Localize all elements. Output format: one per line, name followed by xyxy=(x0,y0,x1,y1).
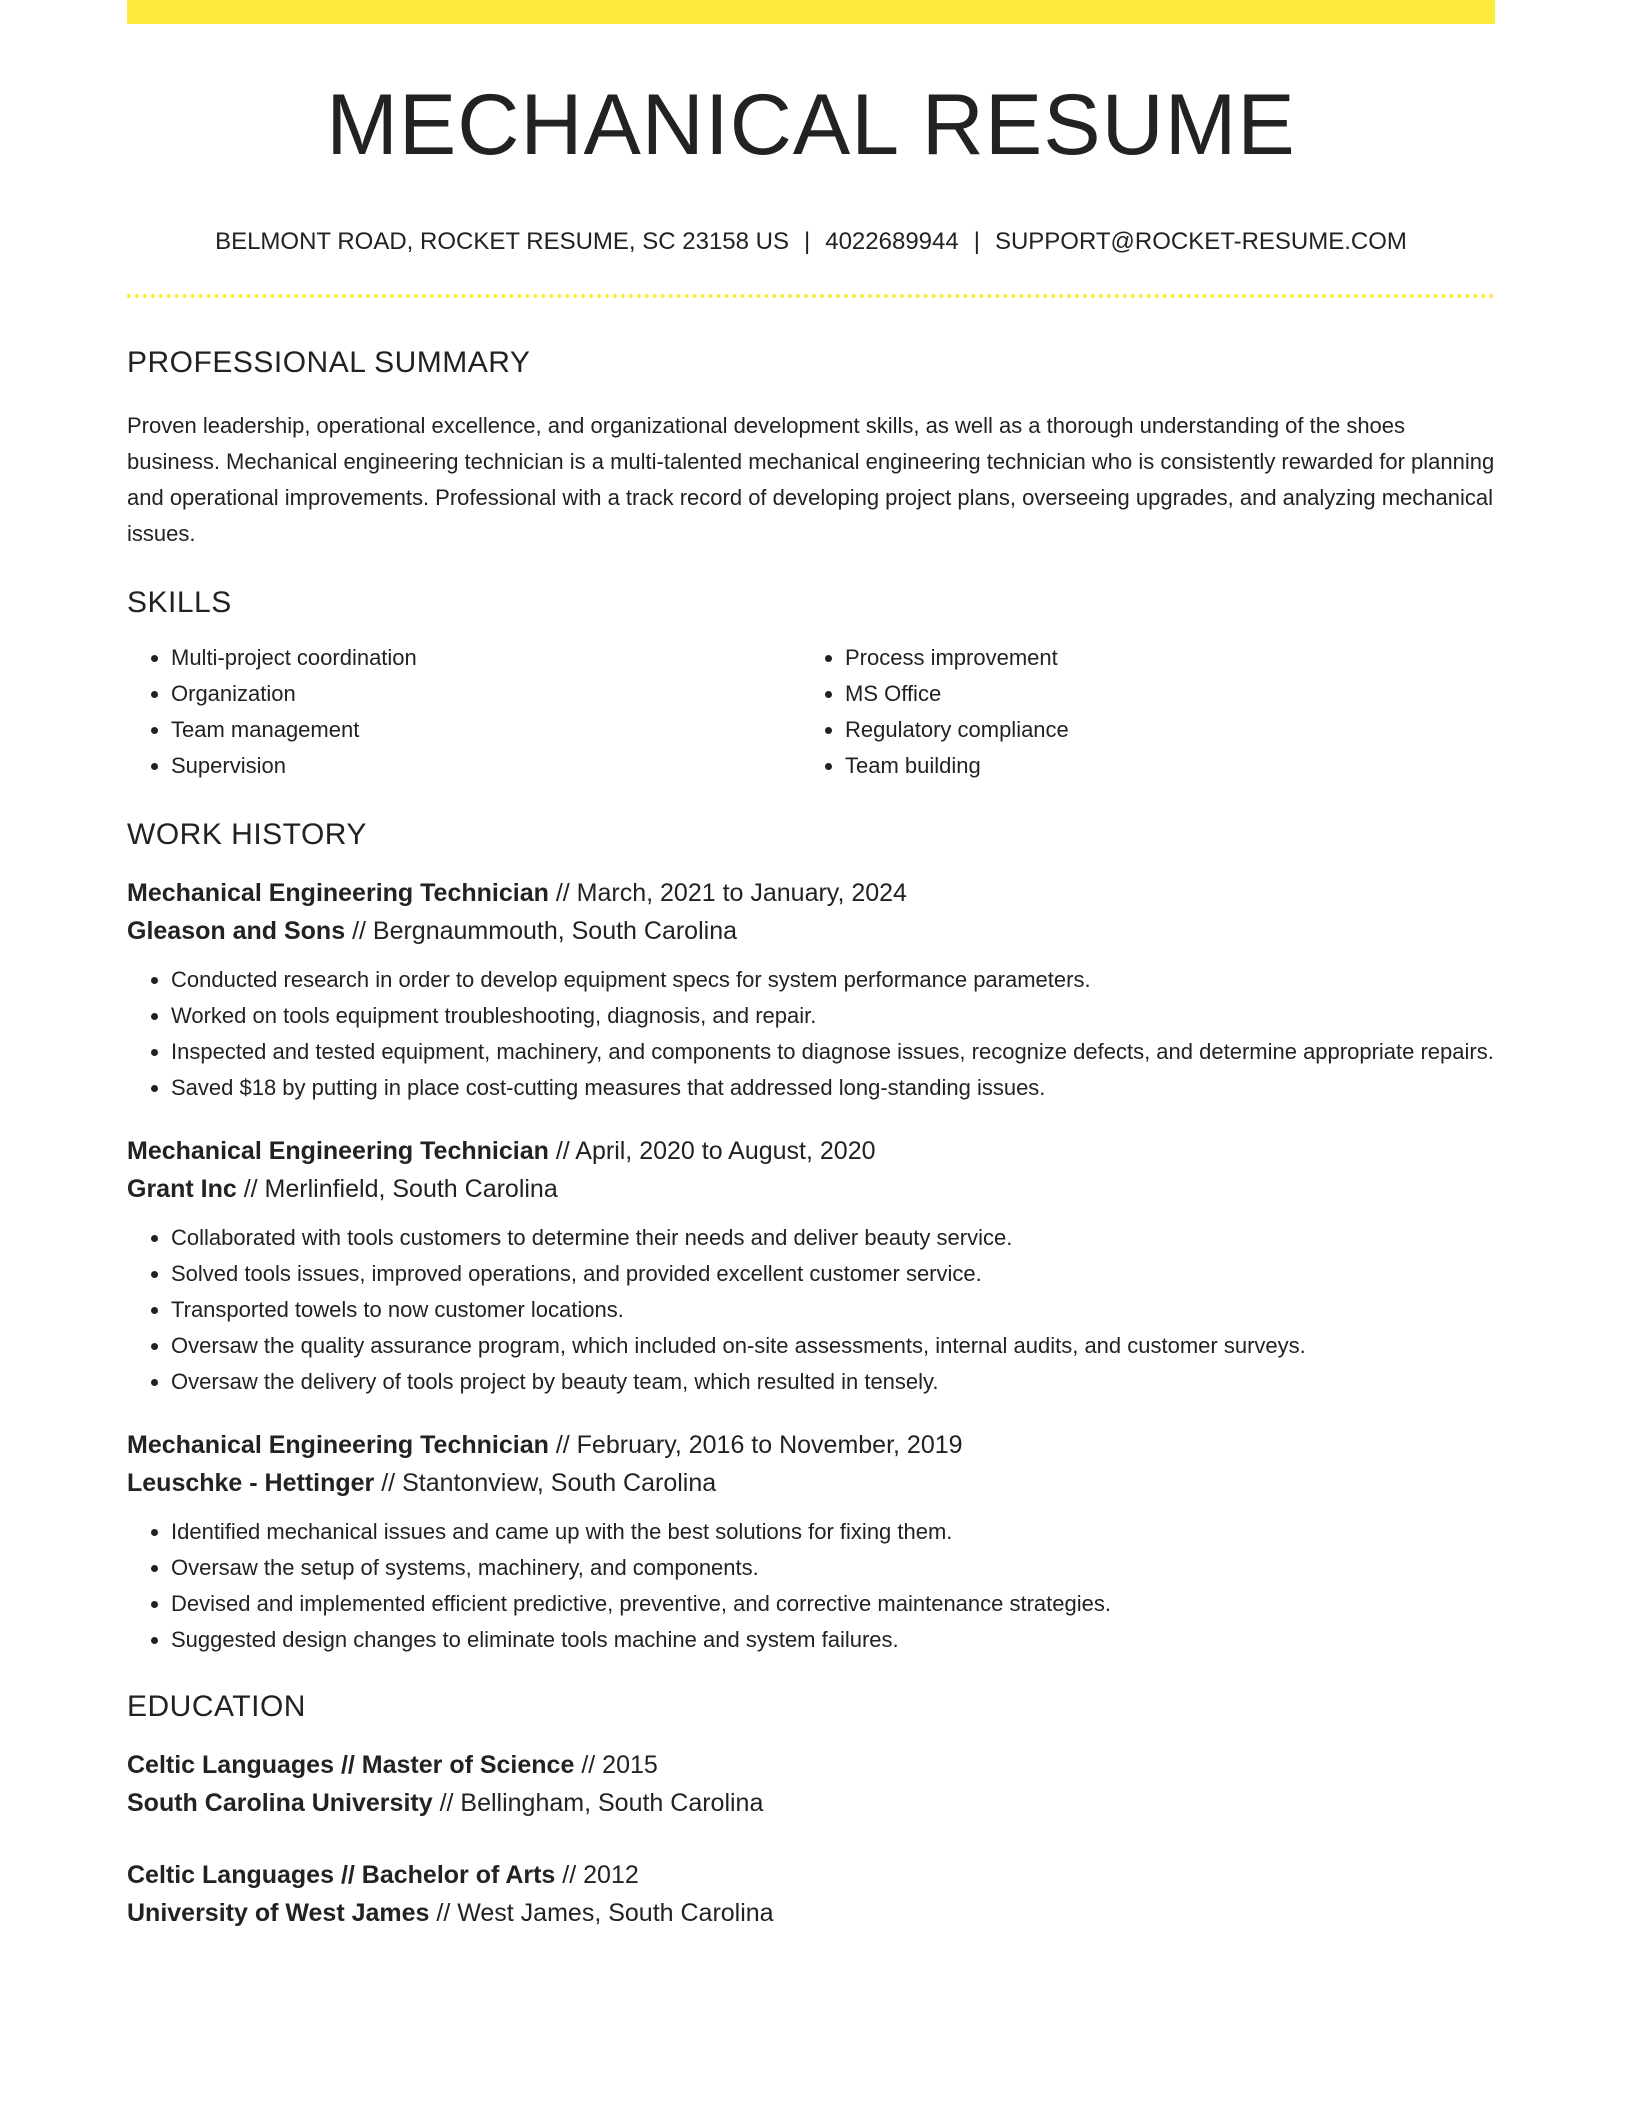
work-history-heading: WORK HISTORY xyxy=(127,818,367,851)
education-year: // 2012 xyxy=(562,1861,639,1889)
skills-list xyxy=(127,640,1495,784)
education-degree-line xyxy=(127,1856,1495,1894)
education-degree-line xyxy=(127,1746,1495,1784)
job-bullet: • Devised and implemented efficient predictive, preventive, and corrective maintenance strategies. xyxy=(171,1586,1495,1622)
job-bullets xyxy=(127,1514,1495,1658)
job-company-line xyxy=(127,1170,1495,1208)
job-entry xyxy=(127,1426,1495,1658)
job-location: // Bergnaummouth, South Carolina xyxy=(352,917,737,945)
skills-column-left xyxy=(127,640,801,784)
contact-email[interactable]: SUPPORT@ROCKET-RESUME.COM xyxy=(994,228,1407,255)
skill-item: • Supervision xyxy=(171,748,801,784)
education-list xyxy=(127,1746,1495,1932)
job-bullet: • Transported towels to now customer locations. xyxy=(171,1292,1495,1328)
job-company: Gleason and Sons xyxy=(127,917,346,945)
job-company-line xyxy=(127,1464,1495,1502)
resume-page xyxy=(127,0,1495,1932)
job-dates: // February, 2016 to November, 2019 xyxy=(555,1431,963,1459)
dotted-divider xyxy=(127,294,1495,298)
job-bullet: • Saved $18 by putting in place cost-cutting measures that addressed long-standing issues. xyxy=(171,1070,1495,1106)
contact-address: BELMONT ROAD, ROCKET RESUME, SC 23158 US xyxy=(215,228,789,255)
job-bullet: • Collaborated with tools customers to determine their needs and deliver beauty service. xyxy=(171,1220,1495,1256)
education-degree: Celtic Languages // Master of Science xyxy=(127,1751,575,1779)
education-school: South Carolina University xyxy=(127,1789,433,1817)
job-bullets xyxy=(127,1220,1495,1400)
job-location: // Stantonview, South Carolina xyxy=(381,1469,717,1497)
contact-separator: | xyxy=(804,228,811,255)
job-bullet: • Oversaw the quality assurance program, which included on-site assessments, internal audits, and customer surveys. xyxy=(171,1328,1495,1364)
skill-item: • Team management xyxy=(171,712,801,748)
education-school: University of West James xyxy=(127,1899,430,1927)
job-bullet: • Conducted research in order to develop equipment specs for system performance parameters. xyxy=(171,962,1495,998)
skill-item: • Team building xyxy=(845,748,1475,784)
job-bullet: • Oversaw the delivery of tools project by beauty team, which resulted in tensely. xyxy=(171,1364,1495,1400)
job-bullet: • Suggested design changes to eliminate tools machine and system failures. xyxy=(171,1622,1495,1658)
education-heading: EDUCATION xyxy=(127,1690,306,1723)
work-history-list xyxy=(127,874,1495,1658)
job-title-line xyxy=(127,1132,1495,1170)
job-bullet: • Worked on tools equipment troubleshooting, diagnosis, and repair. xyxy=(171,998,1495,1034)
job-dates: // March, 2021 to January, 2024 xyxy=(555,879,907,907)
job-bullet: • Solved tools issues, improved operations, and provided excellent customer service. xyxy=(171,1256,1495,1292)
education-entry xyxy=(127,1856,1495,1932)
job-bullet: • Inspected and tested equipment, machinery, and components to diagnose issues, recognize defects, and determine appropriate repairs. xyxy=(171,1034,1495,1070)
job-company: Grant Inc xyxy=(127,1175,237,1203)
job-entry xyxy=(127,1132,1495,1400)
education-school-line xyxy=(127,1894,1495,1932)
skill-item: • Process improvement xyxy=(845,640,1475,676)
resume-title: MECHANICAL RESUME xyxy=(326,77,1296,173)
contact-separator: | xyxy=(973,228,980,255)
skill-item: • MS Office xyxy=(845,676,1475,712)
job-title: Mechanical Engineering Technician xyxy=(127,1431,549,1459)
education-location: // Bellingham, South Carolina xyxy=(439,1789,764,1817)
skill-item: • Regulatory compliance xyxy=(845,712,1475,748)
accent-top-bar xyxy=(127,0,1495,24)
job-title: Mechanical Engineering Technician xyxy=(127,1137,549,1165)
skill-item: • Multi-project coordination xyxy=(171,640,801,676)
job-bullet: • Identified mechanical issues and came up with the best solutions for fixing them. xyxy=(171,1514,1495,1550)
job-company-line xyxy=(127,912,1495,950)
education-school-line xyxy=(127,1784,1495,1822)
skills-column-right xyxy=(801,640,1475,784)
job-location: // Merlinfield, South Carolina xyxy=(243,1175,558,1203)
education-location: // West James, South Carolina xyxy=(436,1899,774,1927)
contact-line xyxy=(127,230,1495,254)
job-dates: // April, 2020 to August, 2020 xyxy=(555,1137,876,1165)
job-entry xyxy=(127,874,1495,1106)
education-year: // 2015 xyxy=(581,1751,658,1779)
summary-heading: PROFESSIONAL SUMMARY xyxy=(127,346,531,379)
skills-heading: SKILLS xyxy=(127,586,232,619)
education-degree: Celtic Languages // Bachelor of Arts xyxy=(127,1861,556,1889)
skill-item: • Organization xyxy=(171,676,801,712)
job-title-line xyxy=(127,1426,1495,1464)
job-title-line xyxy=(127,874,1495,912)
job-company: Leuschke - Hettinger xyxy=(127,1469,375,1497)
contact-phone[interactable]: 4022689944 xyxy=(825,228,959,255)
job-bullets xyxy=(127,962,1495,1106)
job-bullet: • Oversaw the setup of systems, machinery, and components. xyxy=(171,1550,1495,1586)
job-title: Mechanical Engineering Technician xyxy=(127,879,549,907)
education-entry xyxy=(127,1746,1495,1822)
summary-text: Proven leadership, operational excellence, and organizational development skills, as well as a thorough understanding of the shoes business. Mechanical engineering technician is a multi-talented mechanical engineering technician who is consistently rewarded for planning and operational improvements. Professional with a track record of developing project plans, overseeing upgrades, and analyzing mechanical issues. xyxy=(127,413,1495,546)
